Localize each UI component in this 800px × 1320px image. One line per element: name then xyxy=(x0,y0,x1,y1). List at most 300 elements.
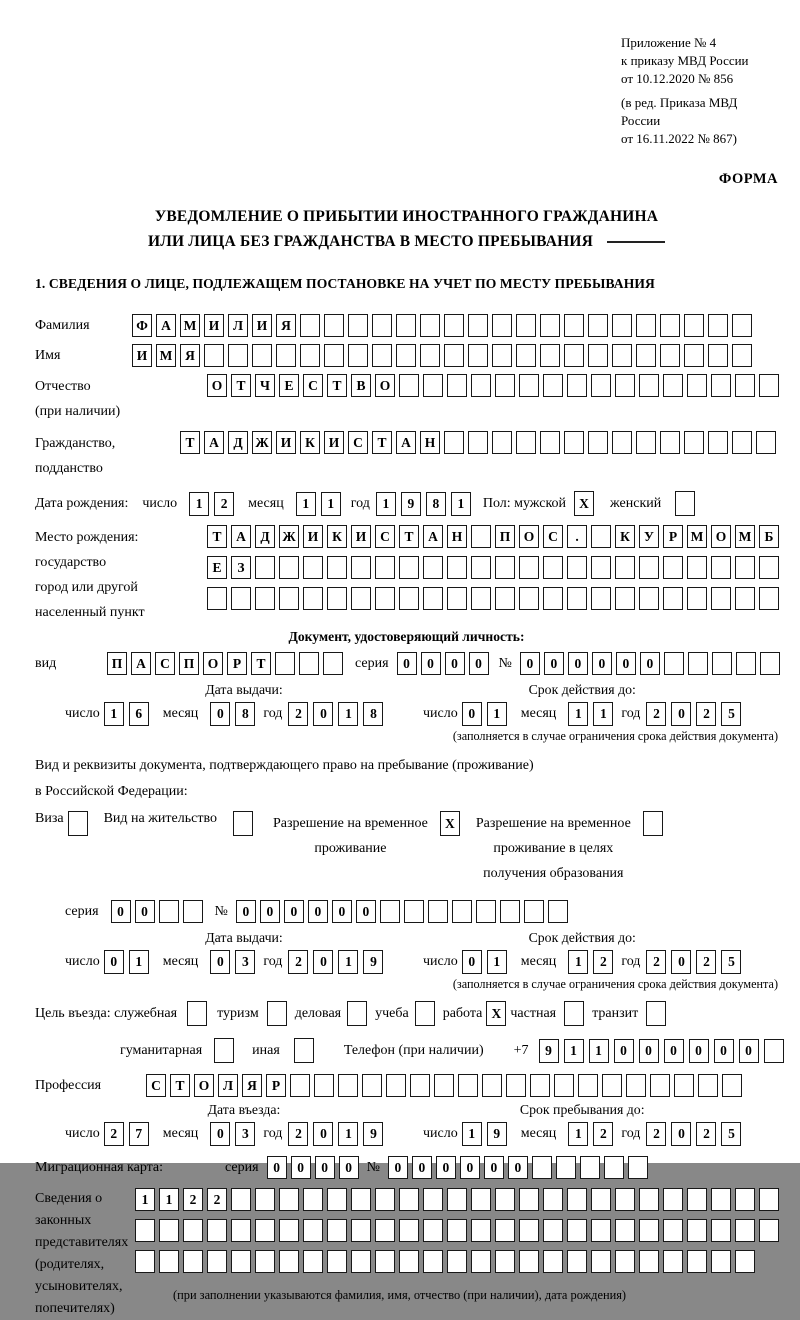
char-cell: Р xyxy=(266,1074,286,1097)
char-cell: К xyxy=(327,525,347,548)
char-cell: 0 xyxy=(210,702,230,726)
birthplace-row xyxy=(35,525,778,625)
male-checkbox xyxy=(574,491,594,516)
char-cell xyxy=(519,1219,539,1242)
char-cell: Ж xyxy=(279,525,299,548)
char-cell xyxy=(615,587,635,610)
char-cell: 7 xyxy=(129,1122,149,1146)
char-cell xyxy=(639,374,659,397)
char-cell: 0 xyxy=(462,950,482,974)
char-cell: 0 xyxy=(484,1156,504,1179)
char-cell: 2 xyxy=(646,1122,666,1146)
char-cell: . xyxy=(567,525,587,548)
char-cell xyxy=(711,1219,731,1242)
forma-label: ФОРМА xyxy=(718,171,778,187)
char-cell: 2 xyxy=(207,1188,227,1211)
char-cell xyxy=(279,556,299,579)
char-cell xyxy=(447,587,467,610)
doc-series-label: серия xyxy=(355,655,389,671)
tourism-label: туризм xyxy=(217,1005,259,1021)
char-cell xyxy=(664,652,684,675)
char-cell xyxy=(540,314,560,337)
char-cell xyxy=(500,900,520,923)
char-cell xyxy=(675,491,695,516)
appendix-line: от 16.11.2022 № 867) xyxy=(621,131,738,146)
char-cell: 0 xyxy=(614,1039,634,1063)
char-cell xyxy=(327,1250,347,1273)
char-cell xyxy=(540,344,560,367)
char-cell xyxy=(159,1219,179,1242)
char-cell xyxy=(564,344,584,367)
char-cell: 0 xyxy=(210,950,230,974)
char-cell xyxy=(159,1250,179,1273)
char-cell: Л xyxy=(218,1074,238,1097)
char-cell xyxy=(712,652,732,675)
char-cell xyxy=(420,314,440,337)
doc-number-label: № xyxy=(498,655,512,671)
char-cell xyxy=(519,587,539,610)
char-cell xyxy=(471,1250,491,1273)
char-cell: X xyxy=(440,811,460,836)
char-cell: Я xyxy=(242,1074,262,1097)
char-cell xyxy=(396,314,416,337)
patronymic-label: Отчество (при наличии) xyxy=(35,379,121,419)
char-cell xyxy=(708,344,728,367)
char-cell: 2 xyxy=(104,1122,124,1146)
char-cell xyxy=(323,652,343,675)
char-cell: Т xyxy=(170,1074,190,1097)
char-cell xyxy=(396,344,416,367)
doc-issue-month-cells xyxy=(210,702,255,726)
char-cell xyxy=(588,314,608,337)
char-cell xyxy=(351,556,371,579)
char-cell: О xyxy=(194,1074,214,1097)
doc-issue-day-cells xyxy=(104,702,149,726)
char-cell xyxy=(351,1219,371,1242)
char-cell xyxy=(519,1250,539,1273)
day-label: число xyxy=(65,706,100,721)
doc-valid-until-heading: Срок действия до: xyxy=(528,682,636,697)
char-cell: О xyxy=(203,652,223,675)
char-cell xyxy=(187,1001,207,1026)
char-cell xyxy=(591,1250,611,1273)
char-cell xyxy=(735,587,755,610)
char-cell: Б xyxy=(759,525,779,548)
char-cell: К xyxy=(300,431,320,454)
char-cell xyxy=(735,556,755,579)
transit-label: транзит xyxy=(592,1005,639,1021)
char-cell: С xyxy=(543,525,563,548)
char-cell xyxy=(231,587,251,610)
entry-purpose-row xyxy=(35,1001,778,1026)
char-cell: 1 xyxy=(462,1122,482,1146)
birthdate-label: Дата рождения: xyxy=(35,495,129,511)
birth-day-cells xyxy=(189,492,234,516)
char-cell xyxy=(327,587,347,610)
char-cell: 1 xyxy=(589,1039,609,1063)
char-cell xyxy=(636,314,656,337)
business-label: деловая xyxy=(294,1005,342,1021)
char-cell xyxy=(543,374,563,397)
char-cell xyxy=(650,1074,670,1097)
char-cell xyxy=(351,1250,371,1273)
char-cell xyxy=(663,1219,683,1242)
char-cell xyxy=(299,652,319,675)
char-cell xyxy=(482,1074,502,1097)
char-cell: 2 xyxy=(696,1122,716,1146)
char-cell xyxy=(708,314,728,337)
temp-permit-label: Разрешение на временное проживание xyxy=(272,816,428,856)
char-cell: 0 xyxy=(313,1122,333,1146)
migration-card-label: Миграционная карта: xyxy=(35,1159,164,1175)
char-cell xyxy=(732,314,752,337)
char-cell xyxy=(492,431,512,454)
char-cell: А xyxy=(231,525,251,548)
char-cell: Д xyxy=(255,525,275,548)
char-cell: 2 xyxy=(593,1122,613,1146)
representatives-row xyxy=(35,1188,778,1320)
year-label: год xyxy=(263,954,283,969)
char-cell: 1 xyxy=(338,1122,358,1146)
representatives-cells-row1 xyxy=(135,1188,779,1211)
char-cell: 5 xyxy=(721,950,741,974)
month-label: месяц xyxy=(520,954,557,969)
phone-cells xyxy=(539,1039,784,1063)
char-cell xyxy=(567,1188,587,1211)
res-number-cells xyxy=(236,900,568,923)
char-cell xyxy=(423,1219,443,1242)
char-cell xyxy=(207,1250,227,1273)
char-cell xyxy=(471,556,491,579)
char-cell: М xyxy=(687,525,707,548)
year-label: год xyxy=(263,1126,283,1141)
surname-label: Фамилия xyxy=(35,317,90,333)
profession-row xyxy=(35,1074,778,1097)
char-cell xyxy=(612,431,632,454)
day-label: число xyxy=(423,706,458,721)
char-cell xyxy=(231,1188,251,1211)
char-cell: П xyxy=(107,652,127,675)
char-cell xyxy=(604,1156,624,1179)
char-cell xyxy=(303,587,323,610)
citizenship-cells xyxy=(180,431,776,454)
char-cell: 9 xyxy=(363,950,383,974)
char-cell xyxy=(183,1250,203,1273)
representatives-cells-row3 xyxy=(135,1250,779,1273)
char-cell xyxy=(516,314,536,337)
char-cell: 2 xyxy=(593,950,613,974)
char-cell xyxy=(687,587,707,610)
char-cell xyxy=(375,1219,395,1242)
char-cell: 0 xyxy=(308,900,328,923)
res-issue-date-heading: Дата выдачи: xyxy=(205,930,283,945)
appendix-header xyxy=(621,34,778,188)
char-cell xyxy=(711,1250,731,1273)
doc-issue-year-cells xyxy=(288,702,383,726)
char-cell: А xyxy=(156,314,176,337)
doc-valid-month-cells xyxy=(568,702,613,726)
char-cell xyxy=(628,1156,648,1179)
doc-type-row xyxy=(35,652,778,675)
char-cell xyxy=(159,900,179,923)
char-cell xyxy=(255,1188,275,1211)
doc-dates-row xyxy=(65,682,778,726)
residence-doc-text2: в Российской Федерации: xyxy=(35,784,188,799)
char-cell xyxy=(567,556,587,579)
char-cell xyxy=(447,1250,467,1273)
mig-number-cells xyxy=(388,1156,648,1179)
char-cell: 1 xyxy=(564,1039,584,1063)
char-cell xyxy=(684,431,704,454)
char-cell: 2 xyxy=(214,492,234,516)
birth-month-cells xyxy=(296,492,341,516)
char-cell xyxy=(602,1074,622,1097)
private-checkbox xyxy=(564,1001,584,1026)
residence-series-row xyxy=(65,900,778,923)
char-cell xyxy=(135,1250,155,1273)
char-cell xyxy=(615,1188,635,1211)
char-cell xyxy=(516,344,536,367)
visa-label: Виза xyxy=(35,811,64,826)
char-cell xyxy=(447,556,467,579)
mig-series-cells xyxy=(267,1156,359,1179)
other-purpose-checkbox xyxy=(294,1038,314,1063)
char-cell: 0 xyxy=(616,652,636,675)
char-cell: 1 xyxy=(135,1188,155,1211)
gender-female-label: женский xyxy=(610,495,662,511)
study-checkbox xyxy=(415,1001,435,1026)
char-cell: 0 xyxy=(356,900,376,923)
char-cell xyxy=(687,556,707,579)
char-cell: 0 xyxy=(568,652,588,675)
char-cell: И xyxy=(351,525,371,548)
char-cell: 3 xyxy=(235,1122,255,1146)
char-cell xyxy=(567,587,587,610)
month-label: месяц xyxy=(162,954,199,969)
char-cell: Я xyxy=(276,314,296,337)
char-cell: 9 xyxy=(539,1039,559,1063)
char-cell xyxy=(423,374,443,397)
char-cell xyxy=(324,344,344,367)
doc-number-cells xyxy=(520,652,780,675)
char-cell xyxy=(612,344,632,367)
char-cell: 2 xyxy=(646,950,666,974)
char-cell xyxy=(458,1074,478,1097)
char-cell xyxy=(663,374,683,397)
char-cell xyxy=(314,1074,334,1097)
char-cell xyxy=(399,587,419,610)
profession-label: Профессия xyxy=(35,1077,102,1093)
char-cell: 1 xyxy=(338,950,358,974)
char-cell: 0 xyxy=(104,950,124,974)
char-cell xyxy=(231,1250,251,1273)
char-cell: М xyxy=(180,314,200,337)
char-cell: С xyxy=(303,374,323,397)
female-checkbox xyxy=(675,491,695,516)
char-cell xyxy=(452,900,472,923)
char-cell xyxy=(279,1250,299,1273)
char-cell xyxy=(447,1188,467,1211)
char-cell xyxy=(410,1074,430,1097)
char-cell xyxy=(255,1250,275,1273)
stay-year-cells xyxy=(646,1122,741,1146)
char-cell: 1 xyxy=(338,702,358,726)
validity-note: (заполняется в случае ограничения срока действия документа) xyxy=(452,977,778,991)
char-cell xyxy=(399,374,419,397)
char-cell xyxy=(524,900,544,923)
char-cell: 2 xyxy=(696,702,716,726)
char-cell: 0 xyxy=(462,702,482,726)
char-cell: 1 xyxy=(487,702,507,726)
char-cell: 0 xyxy=(388,1156,408,1179)
char-cell xyxy=(399,1250,419,1273)
char-cell xyxy=(183,900,203,923)
official-checkbox xyxy=(187,1001,207,1026)
form-title xyxy=(35,204,778,254)
char-cell xyxy=(233,811,253,836)
char-cell: А xyxy=(423,525,443,548)
char-cell xyxy=(612,314,632,337)
char-cell xyxy=(639,1188,659,1211)
char-cell xyxy=(764,1039,784,1063)
char-cell: 0 xyxy=(640,652,660,675)
title-underline xyxy=(607,241,665,243)
char-cell xyxy=(380,900,400,923)
char-cell xyxy=(492,314,512,337)
char-cell xyxy=(279,1188,299,1211)
char-cell xyxy=(660,314,680,337)
identity-doc-heading: Документ, удостоверяющий личность: xyxy=(288,629,525,644)
char-cell xyxy=(444,431,464,454)
char-cell: 0 xyxy=(236,900,256,923)
char-cell xyxy=(543,587,563,610)
char-cell: М xyxy=(735,525,755,548)
char-cell xyxy=(399,556,419,579)
char-cell xyxy=(732,431,752,454)
res-issue-day-cells xyxy=(104,950,149,974)
char-cell xyxy=(495,1188,515,1211)
char-cell xyxy=(495,1219,515,1242)
char-cell: 2 xyxy=(288,702,308,726)
char-cell xyxy=(423,1250,443,1273)
char-cell xyxy=(615,1250,635,1273)
char-cell: 2 xyxy=(183,1188,203,1211)
res-valid-month-cells xyxy=(568,950,613,974)
char-cell xyxy=(375,1188,395,1211)
day-label: число xyxy=(65,1126,100,1141)
char-cell: 1 xyxy=(189,492,209,516)
char-cell xyxy=(423,556,443,579)
char-cell xyxy=(375,587,395,610)
char-cell: 0 xyxy=(397,652,417,675)
char-cell xyxy=(255,556,275,579)
char-cell: X xyxy=(486,1001,506,1026)
char-cell: 0 xyxy=(739,1039,759,1063)
char-cell: 1 xyxy=(568,702,588,726)
char-cell: 0 xyxy=(520,652,540,675)
char-cell: 9 xyxy=(363,1122,383,1146)
char-cell xyxy=(362,1074,382,1097)
char-cell: Д xyxy=(228,431,248,454)
char-cell xyxy=(303,556,323,579)
char-cell xyxy=(399,1219,419,1242)
char-cell: 6 xyxy=(129,702,149,726)
day-label: число xyxy=(65,954,100,969)
char-cell xyxy=(294,1038,314,1063)
migration-card-row xyxy=(35,1156,778,1179)
char-cell xyxy=(68,811,88,836)
business-checkbox xyxy=(347,1001,367,1026)
day-label: число xyxy=(423,1126,458,1141)
char-cell: С xyxy=(146,1074,166,1097)
work-label: работа xyxy=(442,1005,483,1021)
char-cell xyxy=(420,344,440,367)
year-label: год xyxy=(263,706,283,721)
char-cell: Н xyxy=(420,431,440,454)
char-cell xyxy=(386,1074,406,1097)
appendix-line: к приказу МВД России xyxy=(621,53,749,68)
humanitarian-label: гуманитарная xyxy=(120,1042,203,1058)
stay-month-cells xyxy=(568,1122,613,1146)
citizenship-label: Гражданство, подданство xyxy=(35,436,116,476)
work-checkbox xyxy=(486,1001,506,1026)
char-cell: Т xyxy=(207,525,227,548)
char-cell: Л xyxy=(228,314,248,337)
char-cell xyxy=(759,1219,779,1242)
char-cell xyxy=(556,1156,576,1179)
char-cell xyxy=(255,587,275,610)
char-cell xyxy=(591,1219,611,1242)
char-cell xyxy=(327,1188,347,1211)
char-cell xyxy=(214,1038,234,1063)
char-cell: Т xyxy=(399,525,419,548)
char-cell: А xyxy=(396,431,416,454)
char-cell xyxy=(471,1219,491,1242)
char-cell: 1 xyxy=(451,492,471,516)
char-cell xyxy=(759,587,779,610)
char-cell xyxy=(267,1001,287,1026)
char-cell xyxy=(372,314,392,337)
char-cell xyxy=(735,1188,755,1211)
char-cell xyxy=(684,314,704,337)
char-cell xyxy=(684,344,704,367)
res-issue-year-cells xyxy=(288,950,383,974)
char-cell xyxy=(338,1074,358,1097)
char-cell: 0 xyxy=(460,1156,480,1179)
char-cell: 2 xyxy=(646,702,666,726)
name-row xyxy=(35,344,778,367)
day-label: число xyxy=(423,954,458,969)
char-cell xyxy=(303,1219,323,1242)
char-cell: 0 xyxy=(445,652,465,675)
birthplace-cells-row1 xyxy=(207,525,779,548)
char-cell xyxy=(722,1074,742,1097)
char-cell: Т xyxy=(251,652,271,675)
transit-checkbox xyxy=(646,1001,666,1026)
residence-permit-checkbox xyxy=(233,811,253,836)
representatives-label: Сведения о законных представителях (родителях, усыновителях, попечителях) xyxy=(35,1191,129,1316)
char-cell xyxy=(663,556,683,579)
char-cell: Р xyxy=(663,525,683,548)
char-cell: 1 xyxy=(568,1122,588,1146)
char-cell xyxy=(303,1188,323,1211)
res-issue-month-cells xyxy=(210,950,255,974)
char-cell xyxy=(588,344,608,367)
char-cell xyxy=(228,344,248,367)
char-cell xyxy=(447,1219,467,1242)
name-label: Имя xyxy=(35,347,61,363)
entry-month-cells xyxy=(210,1122,255,1146)
